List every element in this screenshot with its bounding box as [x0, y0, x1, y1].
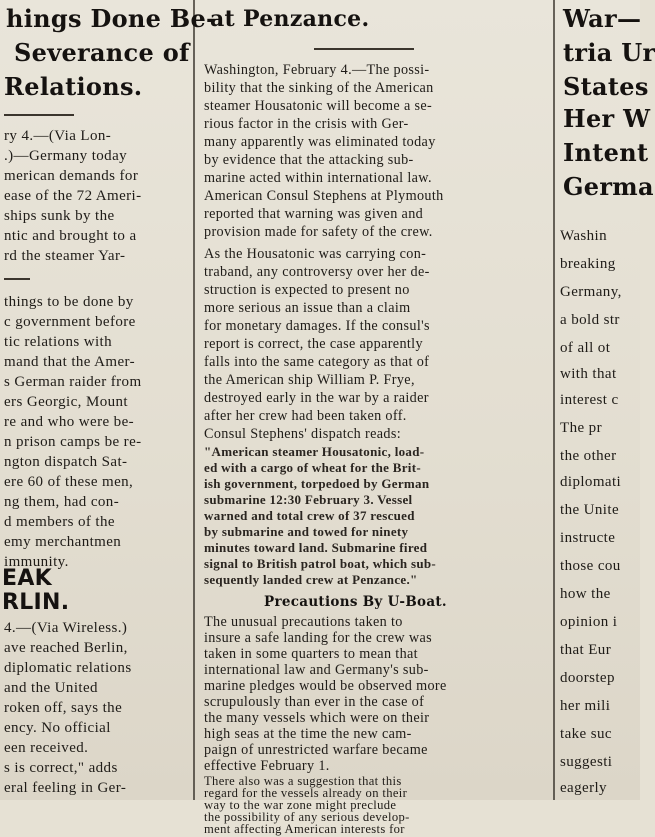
right-headline-line: Germa — [563, 172, 654, 201]
column-rule-right — [553, 0, 555, 800]
middle-para-line: As the Housatonic was carrying con- — [204, 246, 427, 262]
middle-para-line: high seas at the time the new cam- — [204, 726, 412, 742]
middle-para-line: The unusual precautions taken to — [204, 614, 403, 630]
left-para-line: ease of the 72 Ameri- — [4, 188, 142, 204]
right-para-line: eagerly — [560, 780, 607, 796]
right-para-line: with that — [560, 366, 617, 382]
left-para-line: ntic and brought to a — [4, 228, 137, 244]
middle-para-line: scrupulously than ever in the case of — [204, 694, 425, 710]
left-para-line: re and who were be- — [4, 414, 135, 430]
right-para-line: Washin — [560, 228, 608, 244]
right-headline-line: Intent — [563, 138, 649, 167]
middle-para-line: Consul Stephens' dispatch reads: — [204, 426, 401, 442]
middle-para-line: more serious an issue than a claim — [204, 300, 411, 316]
middle-para-line: effective February 1. — [204, 758, 330, 774]
middle-para-line: bility that the sinking of the American — [204, 80, 434, 96]
middle-para-line: struction is expected to present no — [204, 282, 410, 298]
middle-para-line: rious factor in the crisis with Ger- — [204, 116, 409, 132]
right-para-line: the Unite — [560, 502, 620, 518]
left-para-line: roken off, says the — [4, 700, 123, 716]
middle-para-line: the possibility of any serious develop- — [204, 810, 410, 824]
left-para-line: s German raider from — [4, 374, 142, 390]
left-headline-rule — [4, 114, 74, 116]
right-column — [560, 0, 655, 800]
right-para-line: breaking — [560, 256, 616, 272]
column-rule-left — [193, 0, 195, 800]
right-para-line: those cou — [560, 558, 621, 574]
left-para-line: eral feeling in Ger- — [4, 780, 127, 796]
left-para-line: c government before — [4, 314, 136, 330]
left-headline-line: hings Done Be- — [6, 4, 217, 33]
middle-para-line: American Consul Stephens at Plymouth — [204, 188, 444, 204]
dispatch-quote-line: by submarine and towed for ninety — [204, 524, 409, 539]
middle-para-line: by evidence that the attacking sub- — [204, 152, 414, 168]
dispatch-quote-line: ed with a cargo of wheat for the Brit- — [204, 460, 421, 475]
dispatch-quote-line: ish government, torpedoed by German — [204, 476, 430, 491]
middle-para-line: taken in some quarters to mean that — [204, 646, 418, 662]
middle-para-line: provision made for safety of the crew. — [204, 224, 433, 240]
left-para-line: n prison camps be re- — [4, 434, 142, 450]
middle-headline-rule — [314, 48, 414, 50]
middle-para-line: way to the war zone might preclude — [204, 798, 397, 812]
left-para-line: s is correct," adds — [4, 760, 118, 776]
middle-para-line: report is correct, the case apparently — [204, 336, 423, 352]
right-headline-line: Her W — [563, 104, 651, 133]
right-para-line: suggesti — [560, 754, 613, 770]
right-para-line: opinion i — [560, 614, 618, 630]
dispatch-quote-line: minutes toward land. Submarine fired — [204, 540, 428, 555]
left-para-line: emy merchantmen — [4, 534, 122, 550]
left-headline-line: Severance of — [14, 38, 190, 67]
left-subhead-line: RLIN. — [2, 590, 70, 615]
left-para-line: ships sunk by the — [4, 208, 115, 224]
right-para-line: take suc — [560, 726, 612, 742]
middle-para-line: destroyed early in the war by a raider — [204, 390, 429, 406]
left-para-line: merican demands for — [4, 168, 139, 184]
right-para-line: that Eur — [560, 642, 612, 658]
right-para-line: of all ot — [560, 340, 611, 356]
middle-para-line: the many vessels which were on their — [204, 710, 430, 726]
dispatch-quote-line: sequently landed crew at Penzance." — [204, 572, 418, 587]
middle-para-line: marine acted within international law. — [204, 170, 432, 186]
right-para-line: a bold str — [560, 312, 620, 328]
middle-column — [202, 0, 548, 836]
left-para-line: d members of the — [4, 514, 115, 530]
left-para-line: diplomatic relations — [4, 660, 132, 676]
left-para-line: and the United — [4, 680, 98, 696]
middle-para-line: after her crew had been taken off. — [204, 408, 407, 424]
middle-para-line: many apparently was eliminated today — [204, 134, 436, 150]
left-subhead-line: EAK — [2, 566, 53, 591]
right-para-line: instructe — [560, 530, 616, 546]
dispatch-quote-line: signal to British patrol boat, which sub- — [204, 556, 437, 571]
right-para-line: diplomati — [560, 474, 622, 490]
right-para-line: interest c — [560, 392, 619, 408]
left-headline-line: Relations. — [4, 72, 143, 101]
right-para-line: The pr — [560, 420, 602, 436]
middle-para-line: marine pledges would be observed more — [204, 678, 447, 694]
left-para-line: immunity. — [4, 554, 69, 570]
middle-para-line: international law and Germany's sub- — [204, 662, 429, 678]
middle-para-line: ment affecting American interests for — [204, 822, 405, 836]
right-para-line: how the — [560, 586, 611, 602]
left-para-line: mand that the Amer- — [4, 354, 136, 370]
right-para-line: her mili — [560, 698, 611, 714]
right-headline-line: States — [563, 72, 649, 101]
left-para-line: ere 60 of these men, — [4, 474, 134, 490]
left-para-line: ng them, had con- — [4, 494, 120, 510]
left-para-line: rd the steamer Yar- — [4, 248, 126, 264]
middle-headline: at Penzance. — [210, 6, 370, 32]
middle-para-line: the American ship William P. Frye, — [204, 372, 415, 388]
middle-subhead: Precautions By U-Boat. — [264, 594, 447, 610]
middle-para-line: paign of unrestricted warfare became — [204, 742, 428, 758]
left-column — [0, 0, 217, 800]
middle-para-line: reported that warning was given and — [204, 206, 424, 222]
dispatch-quote-line: "American steamer Housatonic, load- — [204, 444, 425, 459]
middle-para-line: traband, any controversy over her de- — [204, 264, 430, 280]
middle-para-line: for monetary damages. If the consul's — [204, 318, 430, 334]
dispatch-quote-line: submarine 12:30 February 3. Vessel — [204, 492, 413, 507]
left-para-line: tic relations with — [4, 334, 113, 350]
middle-para-line: Washington, February 4.—The possi- — [204, 62, 430, 78]
right-para-line: doorstep — [560, 670, 615, 686]
middle-para-line: insure a safe landing for the crew was — [204, 630, 432, 646]
left-para-line: een received. — [4, 740, 89, 756]
dispatch-quote-line: warned and total crew of 37 rescued — [204, 508, 415, 523]
left-para-line: 4.—(Via Wireless.) — [4, 620, 128, 636]
left-para-line: ave reached Berlin, — [4, 640, 128, 656]
right-para-line: Germany, — [560, 284, 622, 300]
left-para-line: ers Georgic, Mount — [4, 394, 128, 410]
middle-para-line: falls into the same category as that of — [204, 354, 430, 370]
right-para-line: the other — [560, 448, 617, 464]
right-headline-line: tria Ur — [563, 38, 655, 67]
left-para-line: things to be done by — [4, 294, 134, 310]
middle-para-line: regard for the vessels already on their — [204, 786, 408, 800]
left-para-line: ngton dispatch Sat- — [4, 454, 128, 470]
left-para-line: ency. No official — [4, 720, 111, 736]
left-para-line: ry 4.—(Via Lon- — [4, 128, 112, 144]
left-section-rule — [4, 278, 30, 280]
right-headline-line: War— — [563, 4, 642, 33]
left-para-line: .)—Germany today — [4, 148, 128, 164]
middle-para-line: There also was a suggestion that this — [204, 774, 402, 788]
middle-para-line: steamer Housatonic will become a se- — [204, 98, 433, 114]
